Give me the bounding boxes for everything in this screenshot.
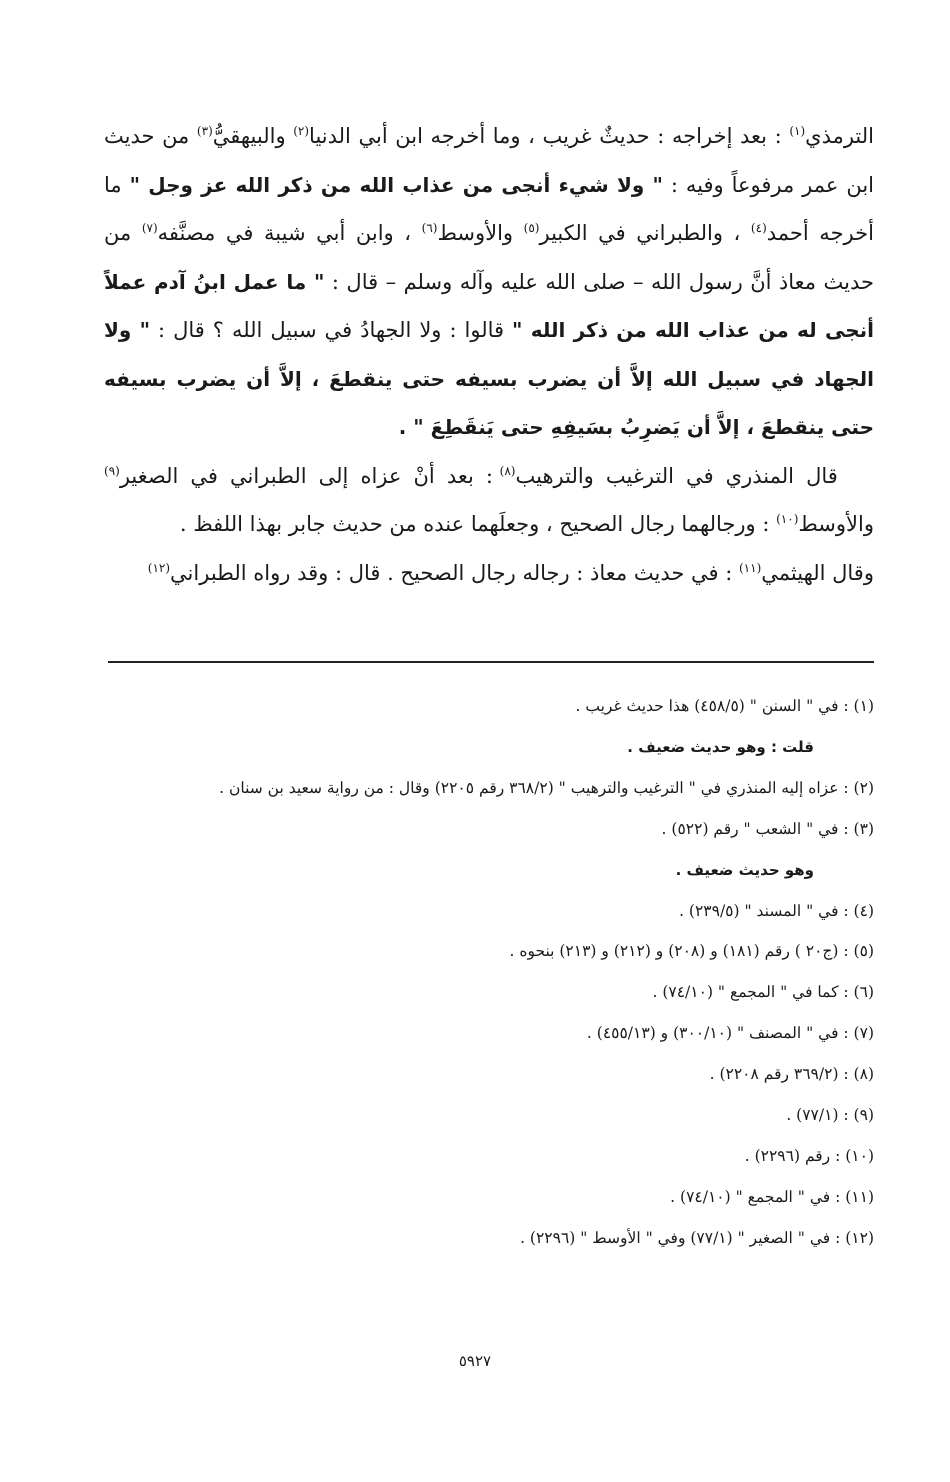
footnote-item: (٣) : في " الشعب " رقم (٥٢٢) . — [661, 819, 874, 838]
footnote-item: (٢) : عزاه إليه المنذري في " الترغيب والترهيب " (٣٦٨/٢ رقم ٢٢٠٥) وقال : من رواية سعيد بن سنان . — [219, 778, 874, 797]
text-run: قال المنذري في الترغيب والترهيب — [515, 463, 838, 488]
text-run: والبيهقيُّ — [212, 124, 294, 148]
footnote-verdict: قلت : وهو حديث ضعيف . — [627, 737, 814, 756]
paragraph-3 — [104, 549, 874, 598]
footnote-verdict: وهو حديث ضعيف . — [675, 860, 814, 879]
hadith-quote-2: " ما عمل ابنُ آدم عملاً أنجى له من عذاب الله من ذكر الله " — [104, 269, 874, 342]
footnote-ref-8: (٨) — [499, 463, 516, 478]
page-number: ٥٩٢٧ — [458, 1352, 492, 1370]
footnote-ref-12: (١٢) — [147, 560, 171, 575]
text-run: من حديث معاذ أنَّ رسول الله – صلى الله عليه وآله وسلم – قال : — [104, 221, 874, 294]
main-text — [104, 112, 874, 597]
footnote-ref-5: (٥) — [523, 221, 540, 235]
footnote-item: (٤) : في " المسند " (٢٣٩/٥) . — [679, 901, 874, 920]
text-run: قالوا : ولا الجهادُ في سبيل الله ؟ قال : — [150, 318, 513, 342]
footnote-ref-6: (٦) — [421, 221, 438, 235]
footnote-ref-1: (١) — [789, 124, 806, 138]
text-run: الترمذي — [805, 124, 875, 148]
text-run: وقال الهيثمي — [761, 560, 874, 585]
footnote-ref-7: (٧) — [141, 221, 158, 235]
text-run: : ورجالهما رجال الصحيح ، وجعلَهما عنده من حديث جابر بهذا اللفظ . — [179, 512, 777, 536]
text-run: من حديث ابن عمر مرفوعاً وفيه : — [104, 124, 875, 197]
footnote-item: (١٢) : في " الصغير " (٧٧/١) وفي " الأوسط " (٢٢٩٦) . — [520, 1228, 874, 1247]
text-run: ، والطبراني في الكبير — [539, 221, 751, 245]
footnote-ref-3: (٣) — [196, 124, 213, 138]
footnote-item: (١٠) : رقم (٢٢٩٦) . — [744, 1146, 874, 1165]
text-run: : بعد أنْ عزاه إلى الطبراني في الصغير — [119, 463, 500, 488]
text-run: : في حديث معاذ : رجاله رجال الصحيح . قال : وقد رواه الطبراني — [170, 560, 739, 585]
footnote-item: (١١) : في " المجمع " (٧٤/١٠) . — [670, 1187, 874, 1206]
text-run: والأوسط — [798, 512, 874, 536]
footnote-item: (٨) : (٣٦٩/٢ رقم ٢٢٠٨) . — [709, 1065, 874, 1084]
footnote-item: (٦) : كما في " المجمع " (٧٤/١٠) . — [652, 983, 874, 1002]
footnotes-list — [104, 686, 874, 1259]
footnote-item: (٧) : في " المصنف " (٣٠٠/١٠) و (٤٥٥/١٣) . — [586, 1024, 874, 1043]
hadith-quote-3: " ولا الجهاد في سبيل الله إلاَّ أن يضرب بسيفه حتى ينقطعَ ، إلاَّ أن يضرب بسيفه حتى ينقطعَ ، إلاَّ أن يَضرِبُ بسَيفِهِ حتى يَنقَطِعَ " . — [104, 318, 874, 439]
footnote-item: (٩) : (٧٧/١) . — [786, 1106, 874, 1125]
footnote-ref-2: (٢) — [293, 124, 310, 138]
footnote-ref-11: (١١) — [738, 560, 762, 575]
text-run: ، وابن أبي شيبة في مصنَّفه — [157, 221, 422, 245]
footnote-separator — [108, 661, 874, 663]
footnote-ref-9: (٩) — [104, 463, 120, 478]
footnote-item: (١) : في " السنن " (٤٥٨/٥) هذا حديث غريب . — [575, 697, 874, 715]
text-run: والأوسط — [437, 221, 524, 245]
footnote-ref-10: (١٠) — [776, 512, 799, 526]
paragraph-1 — [104, 112, 874, 452]
footnote-ref-4: (٤) — [750, 221, 767, 235]
footnote-item: (٥) : (ج٢٠ ) رقم (١٨١) و (٢٠٨) و (٢١٢) و (٢١٣) بنحوه . — [509, 942, 874, 961]
hadith-quote-1: " ولا شيء أنجى من عذاب الله من ذكر الله عز وجل " — [129, 172, 663, 197]
paragraph-2 — [104, 452, 874, 549]
text-run: : بعد إخراجه : حديثٌ غريب ، وما أخرجه ابن أبي الدنيا — [309, 124, 790, 148]
text-run: ما أخرجه أحمد — [104, 172, 874, 245]
